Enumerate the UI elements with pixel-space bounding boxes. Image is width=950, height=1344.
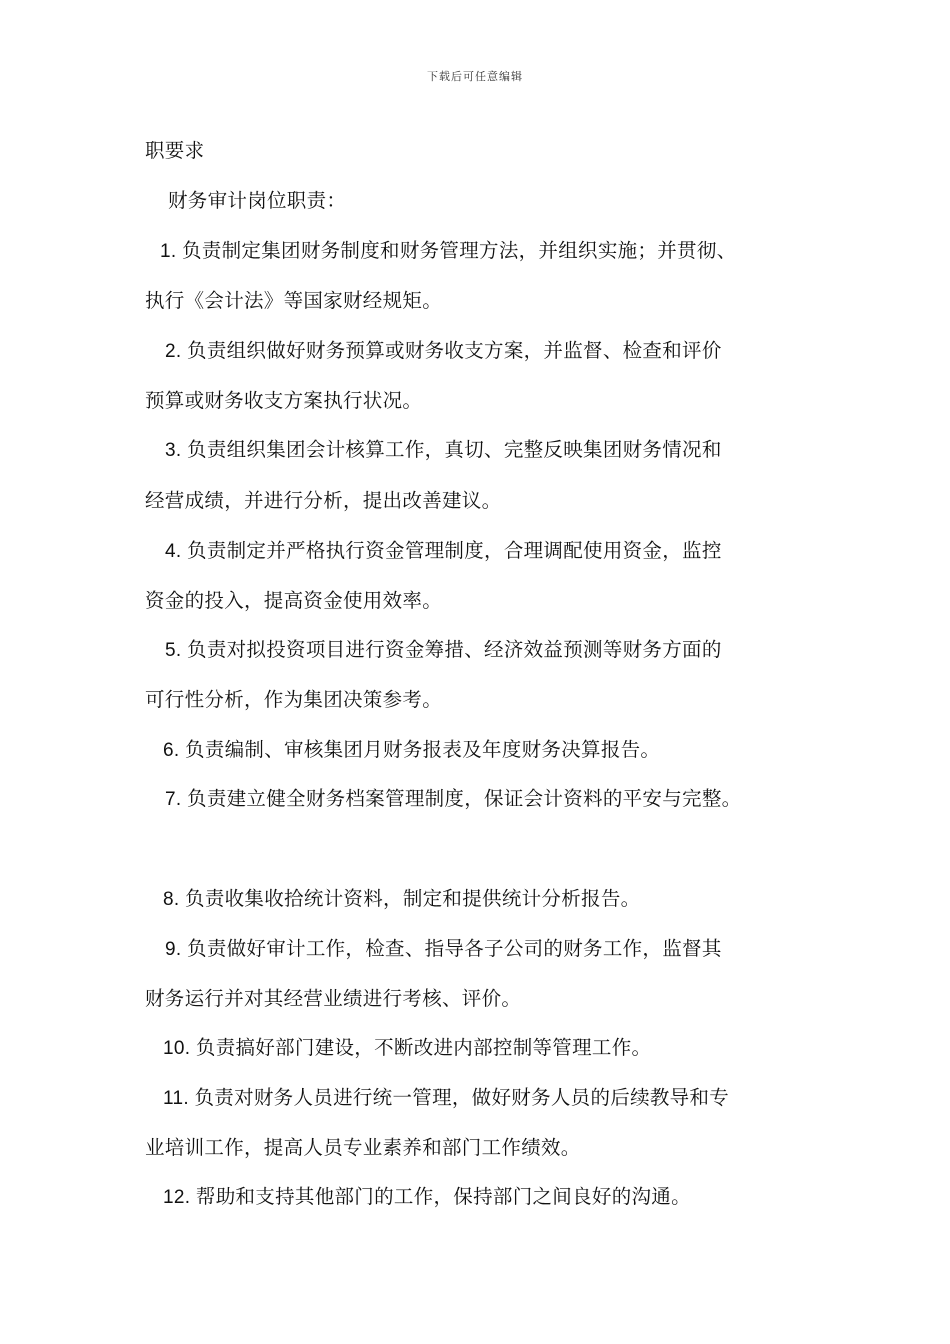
item-text: 负责制定并严格执行资金管理制度，合理调配使用资金，监控 <box>187 539 722 562</box>
item-text: 帮助和支持其他部门的工作，保持部门之间良好的沟通。 <box>195 1185 691 1208</box>
list-item-6-line-1 <box>163 738 660 763</box>
item-text: 负责制定集团财务制度和财务管理方法，并组织实施；并贯彻、 <box>182 239 737 262</box>
item-text: 负责编制、审核集团月财务报表及年度财务决算报告。 <box>185 738 661 761</box>
document-heading: 职要求 <box>145 139 205 162</box>
list-item-8-line-1 <box>163 887 640 912</box>
list-item-1-line-1 <box>160 239 736 264</box>
item-number: 10. <box>163 1038 196 1059</box>
item-number: 12. <box>163 1187 196 1208</box>
item-number: 11. <box>163 1088 195 1109</box>
item-text: 负责组织做好财务预算或财务收支方案，并监督、检查和评价 <box>187 339 722 362</box>
item-text: 负责收集收拾统计资料，制定和提供统计分析报告。 <box>185 887 641 910</box>
list-item-2-line-1 <box>165 339 722 364</box>
item-number: 7. <box>165 789 188 810</box>
section-title: 财务审计岗位职责： <box>168 189 347 212</box>
list-item-3-line-1 <box>165 438 722 463</box>
list-item-5-line-2: 可行性分析，作为集团决策参考。 <box>145 688 443 711</box>
item-text: 负责对拟投资项目进行资金筹措、经济效益预测等财务方面的 <box>187 638 722 661</box>
list-item-3-line-2: 经营成绩，并进行分析，提出改善建议。 <box>145 489 502 512</box>
item-number: 2. <box>165 341 188 362</box>
item-text: 负责建立健全财务档案管理制度，保证会计资料的平安与完整。 <box>187 787 742 810</box>
item-number: 9. <box>165 939 188 960</box>
list-item-9-line-1 <box>165 937 722 962</box>
list-item-4-line-2: 资金的投入，提高资金使用效率。 <box>145 589 443 612</box>
list-item-12-line-1 <box>163 1185 691 1210</box>
page-header: 下载后可任意编辑 <box>427 70 523 83</box>
item-number: 5. <box>165 640 188 661</box>
item-text: 负责对财务人员进行统一管理，做好财务人员的后续教导和专 <box>194 1086 730 1109</box>
item-text: 负责组织集团会计核算工作，真切、完整反映集团财务情况和 <box>187 438 722 461</box>
item-number: 6. <box>163 740 186 761</box>
item-text: 负责做好审计工作，检查、指导各子公司的财务工作，监督其 <box>187 937 722 960</box>
item-text: 负责搞好部门建设，不断改进内部控制等管理工作。 <box>195 1036 652 1059</box>
list-item-5-line-1 <box>165 638 722 663</box>
list-item-9-line-2: 财务运行并对其经营业绩进行考核、评价。 <box>145 987 522 1010</box>
list-item-2-line-2: 预算或财务收支方案执行状况。 <box>145 389 423 412</box>
list-item-11-line-2: 业培训工作，提高人员专业素养和部门工作绩效。 <box>145 1136 581 1159</box>
list-item-11-line-1 <box>163 1086 729 1111</box>
list-item-4-line-1 <box>165 539 722 564</box>
item-number: 8. <box>163 889 186 910</box>
item-number: 1. <box>160 241 183 262</box>
item-number: 4. <box>165 541 188 562</box>
list-item-7-line-1 <box>165 787 741 812</box>
list-item-10-line-1 <box>163 1036 651 1061</box>
item-number: 3. <box>165 440 188 461</box>
list-item-1-line-2: 执行《会计法》等国家财经规矩。 <box>145 289 443 312</box>
